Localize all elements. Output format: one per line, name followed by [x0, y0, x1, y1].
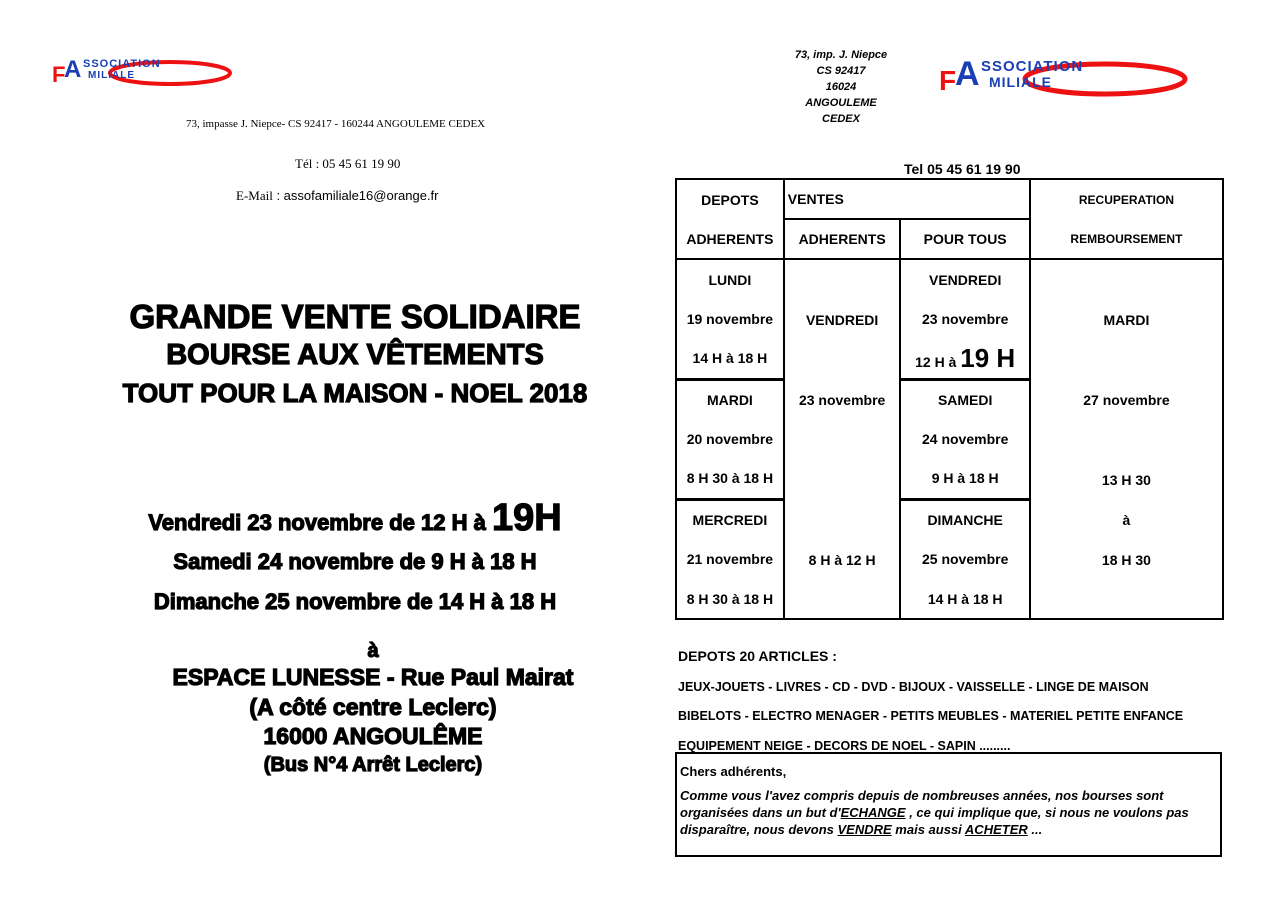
recup-day: MARDI	[1103, 312, 1150, 328]
articles-line-2: BIBELOTS - ELECTRO MENAGER - PETITS MEUBLES - MATERIEL PETITE ENFANCE	[678, 709, 1184, 723]
left-email	[236, 188, 439, 204]
date-saturday: Samedi 24 novembre de 9 H à 18 H	[173, 549, 537, 574]
recup-a: à	[1122, 512, 1131, 528]
recup-from: 13 H 30	[1101, 472, 1151, 488]
venue-line-2: (A côté centre Leclerc)	[249, 694, 497, 720]
vente-vendredi-hours	[900, 339, 1029, 379]
depot-lundi-day: LUNDI	[676, 259, 784, 299]
schedule-table	[675, 178, 1224, 620]
date-friday-text: Vendredi 23 novembre de 12 H à	[148, 510, 492, 535]
note-acheter: ACHETER	[964, 822, 1028, 837]
depot-lundi-date: 19 novembre	[676, 299, 784, 339]
vente-dimanche-day: DIMANCHE	[900, 499, 1029, 539]
left-address: 73, impasse J. Niepce- CS 92417 - 160244 ANGOULEME CEDEX	[186, 118, 486, 130]
right-address-line-2: CS 92417	[816, 65, 866, 77]
note-body	[680, 787, 1217, 838]
note-p4: ...	[1027, 822, 1043, 837]
association-logo-right: F A SSOCIATION MILIALE	[935, 55, 1195, 103]
venue-line-3: 16000 ANGOULÊME	[263, 723, 483, 749]
logo-text-bottom-right: MILIALE	[989, 74, 1052, 90]
recuperation-cell	[1030, 259, 1223, 619]
vente-vendredi-hours-small: 12 H à	[915, 353, 957, 370]
vente-samedi-date: 24 novembre	[900, 419, 1029, 459]
headline-line-1: GRANDE VENTE SOLIDAIRE	[129, 298, 581, 335]
logo-text-top: SSOCIATION	[83, 58, 161, 70]
vente-vendredi-date: 23 novembre	[900, 299, 1029, 339]
header-adherents-ventes: ADHERENTS	[784, 219, 901, 259]
right-address-line-5: CEDEX	[822, 113, 860, 125]
association-logo: F A SSOCIATION MILIALE	[50, 56, 235, 90]
articles-line-3: EQUIPEMENT NEIGE - DECORS DE NOEL - SAPIN .........	[678, 739, 1011, 753]
vente-dimanche-date: 25 novembre	[900, 539, 1029, 579]
ventes-adh-day: VENDREDI	[805, 312, 879, 328]
headline-line-2: BOURSE AUX VÊTEMENTS	[166, 339, 544, 371]
vente-vendredi-hours-big: 19 H	[960, 342, 1016, 373]
right-address-line-1: 73, imp. J. Niepce	[794, 49, 888, 61]
venue-line-1: ESPACE LUNESSE - Rue Paul Mairat	[172, 664, 574, 690]
note-p1: Comme vous l'avez compris depuis de nombreuses années, nos bourses sont organisées dans un but d'	[680, 788, 1164, 820]
note-greeting: Chers adhérents,	[680, 764, 787, 779]
header-depots: DEPOTS	[676, 179, 784, 219]
right-address-line-3: 16024	[825, 81, 857, 93]
ventes-adh-hours: 8 H à 12 H	[808, 552, 876, 568]
right-address-line-4: ANGOULEME	[805, 97, 877, 109]
depot-mardi-day: MARDI	[676, 379, 784, 419]
depot-lundi-hours: 14 H à 18 H	[676, 339, 784, 379]
logo-text-top-right: SSOCIATION	[981, 58, 1084, 75]
headline	[60, 298, 650, 412]
venue	[60, 662, 686, 779]
date-sunday: Dimanche 25 novembre de 14 H à 18 H	[153, 589, 557, 614]
ventes-adh-date: 23 novembre	[798, 392, 886, 408]
articles-title: DEPOTS 20 ARTICLES :	[678, 648, 837, 664]
right-address	[776, 47, 906, 127]
email-value: : assofamiliale16@orange.fr	[272, 188, 439, 203]
note-p2: , ce qui implique que, si nous ne voulons pas disparaître, nous devons	[680, 805, 1189, 837]
note-echange: ECHANGE	[840, 805, 906, 820]
a-word: à	[367, 640, 379, 662]
recup-to: 18 H 30	[1101, 552, 1151, 568]
depot-mardi-date: 20 novembre	[676, 419, 784, 459]
recup-date: 27 novembre	[1083, 392, 1170, 408]
note-box	[675, 752, 1222, 857]
note-vendre: VENDRE	[837, 822, 892, 837]
ventes-adherents-cell	[784, 259, 901, 619]
header-ventes: VENTES	[784, 179, 1030, 219]
header-recuperation: RECUPERATION	[1030, 179, 1223, 219]
venue-line-4: (Bus N°4 Arrêt Leclerc)	[263, 754, 483, 776]
header-pour-tous: POUR TOUS	[900, 219, 1029, 259]
email-label: E-Mail	[236, 188, 273, 203]
right-tel: Tel 05 45 61 19 90	[904, 161, 1021, 177]
date-friday	[60, 497, 650, 544]
depot-mercredi-day: MERCREDI	[676, 499, 784, 539]
depot-mercredi-hours: 8 H 30 à 18 H	[676, 579, 784, 619]
vente-samedi-day: SAMEDI	[900, 379, 1029, 419]
vente-samedi-hours: 9 H à 18 H	[900, 459, 1029, 499]
articles-line-1: JEUX-JOUETS - LIVRES - CD - DVD - BIJOUX - VAISSELLE - LINGE DE MAISON	[678, 680, 1149, 694]
left-tel: Tél : 05 45 61 19 90	[295, 156, 401, 171]
header-remboursement: REMBOURSEMENT	[1030, 219, 1223, 259]
date-friday-big: 19H	[491, 497, 562, 539]
headline-line-3: TOUT POUR LA MAISON - NOEL 2018	[122, 378, 588, 408]
depot-mercredi-date: 21 novembre	[676, 539, 784, 579]
vente-vendredi-day: VENDREDI	[900, 259, 1029, 299]
depot-mardi-hours: 8 H 30 à 18 H	[676, 459, 784, 499]
event-dates	[60, 497, 650, 624]
note-p3: mais aussi	[891, 822, 965, 837]
vente-dimanche-hours: 14 H à 18 H	[900, 579, 1029, 619]
logo-text-bottom: MILIALE	[88, 70, 135, 81]
header-adherents-depots: ADHERENTS	[676, 219, 784, 259]
table-bottom-border	[675, 618, 1224, 620]
